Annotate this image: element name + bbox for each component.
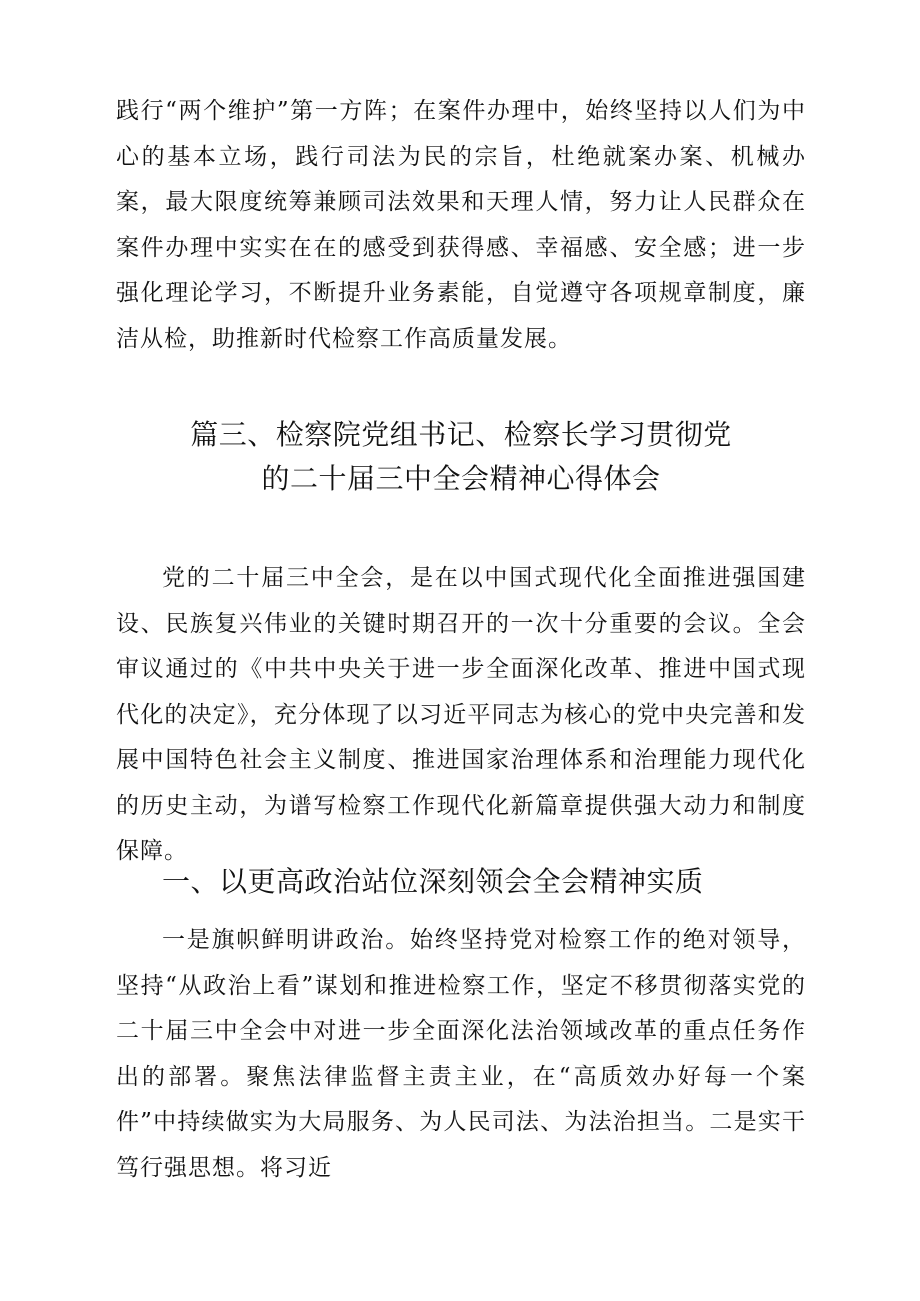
- article-title-line-1: 篇三、检察院党组书记、检察长学习贯彻党: [190, 418, 732, 451]
- body-paragraph-section-1: 一是旗帜鲜明讲政治。始终坚持党对检察工作的绝对领导，坚持“从政治上看”谋划和推进检察工作，坚定不移贯彻落实党的二十届三中全会中对进一步全面深化法治领域改革的重点任务作出的部署。聚焦法律监督主责主业，在“高质效办好每一个案件”中持续做实为大局服务、为人民司法、为法治担当。二是实干笃行强思想。将习近: [116, 927, 806, 1181]
- body-paragraph-intro: 党的二十届三中全会，是在以中国式现代化全面推进强国建设、民族复兴伟业的关键时期召开的一次十分重要的会议。全会审议通过的《中共中央关于进一步全面深化改革、推进中国式现代化的决定》，充分体现了以习近平同志为核心的党中央完善和发展中国特色社会主义制度、推进国家治理体系和治理能力现代化的历史主动，为谱写检察工作现代化新篇章提供强大动力和制度保障。: [116, 565, 806, 864]
- article-title: [116, 413, 806, 501]
- section-heading: 一、以更高政治站位深刻领会全会精神实质: [162, 865, 704, 898]
- body-paragraph-continued: 践行“两个维护”第一方阵；在案件办理中，始终坚持以人们为中心的基本立场，践行司法为民的宗旨，杜绝就案办案、机械办案，最大限度统筹兼顾司法效果和天理人情，努力让人民群众在案件办理中实实在在的感受到获得感、幸福感、安全感；进一步强化理论学习，不断提升业务素能，自觉遵守各项规章制度，廉洁从检，助推新时代检察工作高质量发展。: [116, 98, 806, 352]
- article-title-line-2: 的二十届三中全会精神心得体会: [261, 462, 661, 495]
